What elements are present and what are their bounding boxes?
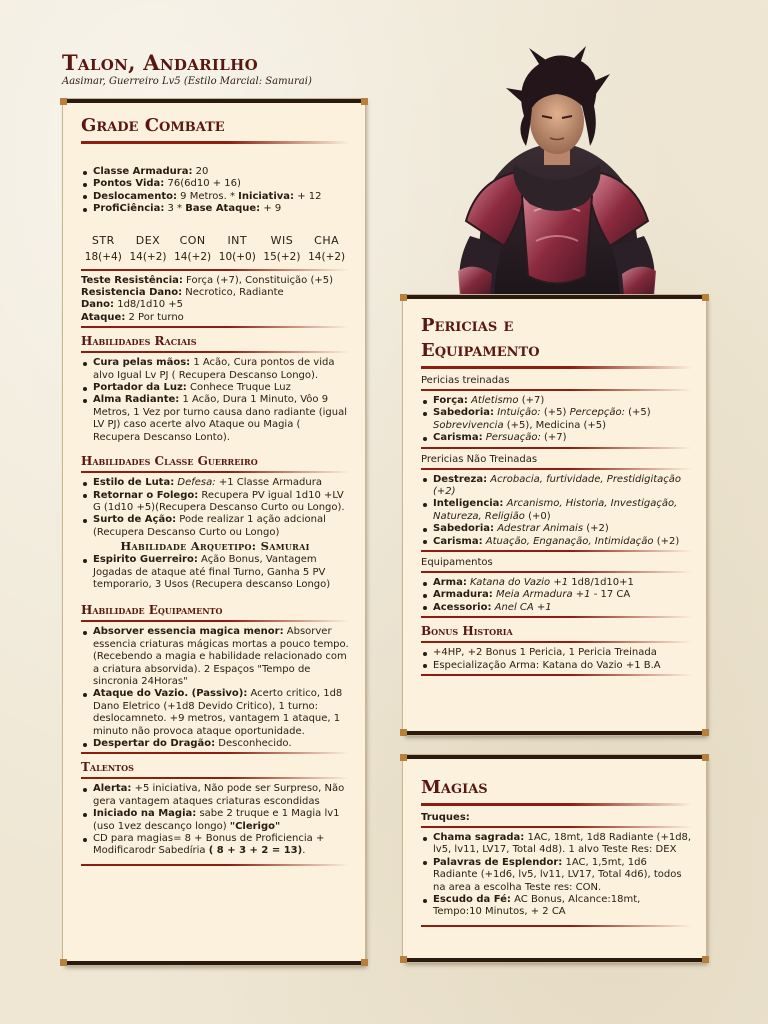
list-item: Despertar do Dragão: Desconhecido.: [81, 738, 349, 750]
list-item: Absorver essencia magica menor: Absorver essencia criaturas mágicas mortas a pouco tempo. (Recebendo a magia e habilidade relacionado com a criatura absorvida). 2 Espaços "Tempo de sincronia 24Horas": [81, 626, 349, 688]
divider: [421, 674, 692, 676]
list-item: Surto de Ação: Pode realizar 1 ação adcional (Recupera Descanso Curto ou Longo): [81, 514, 349, 539]
list-item: Pontos Vida: 76(6d10 + 16): [81, 178, 349, 190]
stat-value: 10(+0): [218, 250, 256, 263]
divider: [421, 641, 692, 643]
skills-title: Pericias e Equipamento: [421, 315, 540, 361]
stat-name: CHA: [314, 233, 340, 247]
list-item: Iniciado na Magia: sabe 2 truque e 1 Magia lv1 (uso 1vez descanço longo) "Clerigo": [81, 808, 349, 833]
list-item: Retornar o Folego: Recupera PV igual 1d10 +LV G (1d10 +5)(Recupera Descanso Curto ou Longo).: [81, 490, 349, 515]
list-item: Carisma: Atuação, Enganação, Intimidação (+2): [421, 536, 692, 548]
feats-list: [81, 783, 349, 857]
list-item: Alerta: +5 iniciativa, Não pode ser Surpreso, Não gera vantagem ataques criaturas escondidas: [81, 783, 349, 808]
magic-panel: [403, 755, 706, 962]
list-item: Escudo da Fé: AC Bonus, Alcance:18mt, Tempo:10 Minutos, + 2 CA: [421, 894, 692, 919]
class-title: Habilidades Classe Guerreiro: [81, 454, 258, 469]
untrained-label: Prericias Não Treinadas: [421, 453, 538, 465]
character-subtitle: Aasimar, Guerreiro Lv5 (Estilo Marcial: Samurai): [62, 76, 312, 87]
divider: [81, 326, 349, 328]
divider: [81, 777, 349, 779]
trained-label: Pericias treinadas: [421, 375, 510, 386]
list-item: Classe Armadura: 20: [81, 166, 349, 178]
list-item: CD para magias= 8 + Bonus de Proficiencia + Modificarodr Sabedíria ( 8 + 3 + 2 = 13).: [81, 833, 349, 858]
history-title: Bonus Historia: [421, 624, 513, 639]
list-item: Arma: Katana do Vazio +1 1d8/1d10+1: [421, 577, 692, 589]
divider: [421, 468, 692, 470]
divider: [81, 141, 349, 144]
divider: [421, 389, 692, 391]
divider: [421, 826, 692, 828]
list-item: Palavras de Esplendor: 1AC, 1,5mt, 1d6 Radiante (+1d6, lv5, lv11, LV17, Total 4d6), todos na area a escolha Teste res: CON.: [421, 857, 692, 894]
list-item: Espirito Guerreiro: Ação Bonus, Vantagem Jogadas de ataque até final Turno, Ganha 5 PV temporario, 3 Usos (Recupera descanso Longo): [81, 554, 349, 591]
ability-scores: [81, 234, 349, 263]
list-item: Cura pelas mãos: 1 Acão, Cura pontos de vida alvo Igual Lv PJ ( Recupera Descanso Longo).: [81, 357, 349, 382]
class-list: [81, 477, 349, 539]
combat-title: Grade Combate: [81, 115, 225, 136]
stat-value: 14(+2): [174, 250, 212, 263]
divider: [421, 571, 692, 573]
stat-name: WIS: [270, 233, 294, 247]
stat-value: 18(+4): [84, 250, 122, 263]
archetype-title: Habilidade Arquetipo: Samurai: [120, 539, 310, 554]
stat-value: 14(+2): [308, 250, 346, 263]
stat-name: STR: [91, 233, 115, 247]
racial-list: [81, 357, 349, 444]
character-name: Talon, Andarilho: [62, 50, 258, 75]
list-item: Inteligencia: Arcanismo, Historia, Investigação, Natureza, Religião (+0): [421, 498, 692, 523]
combat-panel: [63, 99, 365, 965]
history-list: [421, 647, 692, 672]
divider: [81, 620, 349, 622]
divider: [81, 269, 349, 271]
list-item: Destreza: Acrobacia, furtividade, Prestidigitação (+2): [421, 474, 692, 499]
list-item: Sabedoria: Intuição: (+5) Percepção: (+5) Sobrevivencia (+5), Medicina (+5): [421, 407, 692, 432]
stat-value: 15(+2): [263, 250, 301, 263]
list-item: +4HP, +2 Bonus 1 Pericia, 1 Pericia Treinada: [421, 647, 692, 659]
list-item: Alma Radiante: 1 Acão, Dura 1 Minuto, Vôo 9 Metros, 1 Vez por turno causa dano radiante (igual LV PJ) caso acerte alvo Ataque ou Magia ( Recupera Descanso Lonto).: [81, 394, 349, 444]
equipment-list: [421, 577, 692, 614]
defense-block: Teste Resistência: Força (+7), Constituição (+5) Resistencia Dano: Necrotico, Radiante Dano: 1d8/1d10 +5 Ataque: 2 Por turno: [81, 274, 334, 323]
magic-title: Magias: [421, 777, 488, 798]
character-portrait: [444, 46, 670, 296]
divider: [421, 925, 692, 927]
list-item: Deslocamento: 9 Metros. * Iniciativa: + 12: [81, 191, 349, 203]
skills-panel: [403, 295, 706, 735]
divider: [81, 471, 349, 473]
divider: [421, 803, 692, 806]
list-item: Especialização Arma: Katana do Vazio +1 B.A: [421, 660, 692, 672]
equip-list: [81, 626, 349, 750]
cantrips-list: [421, 832, 692, 919]
divider: [81, 864, 349, 866]
divider: [421, 616, 692, 618]
divider: [81, 351, 349, 353]
list-item: Força: Atletismo (+7): [421, 395, 692, 407]
cantrips-label: Truques:: [421, 812, 470, 823]
list-item: Estilo de Luta: Defesa: +1 Classe Armadura: [81, 477, 349, 489]
divider: [421, 447, 692, 449]
stat-value: 14(+2): [129, 250, 167, 263]
feats-title: Talentos: [81, 760, 134, 775]
combat-basics-list: [81, 166, 349, 216]
racial-title: Habilidades Raciais: [81, 334, 197, 349]
character-header: [62, 50, 312, 87]
untrained-list: [421, 474, 692, 548]
list-item: Chama sagrada: 1AC, 18mt, 1d8 Radiante (+1d8, lv5, lv11, LV17, Total 4d8). 1 alvo Teste Res: DEX: [421, 832, 692, 857]
archetype-list: [81, 554, 349, 591]
equipment-label: Equipamentos: [421, 557, 493, 569]
list-item: ProfiCiência: 3 * Base Ataque: + 9: [81, 203, 349, 215]
trained-list: [421, 395, 692, 445]
stat-name: INT: [227, 233, 248, 247]
list-item: Ataque do Vazio. (Passivo): Acerto critico, 1d8 Dano Eletrico (+1d8 Devido Critico), 1 turno: deslocamneto. +9 metros, vantagem 1 ataque, 1 minuto não provoca ataque oportunidade.: [81, 688, 349, 738]
divider: [421, 550, 692, 552]
list-item: Sabedoria: Adestrar Animais (+2): [421, 523, 692, 535]
divider: [81, 752, 349, 754]
stat-name: DEX: [135, 233, 161, 247]
stat-name: CON: [179, 233, 206, 247]
list-item: Carisma: Persuação: (+7): [421, 432, 692, 444]
list-item: Portador da Luz: Conhece Truque Luz: [81, 382, 349, 394]
equip-title: Habilidade Equipamento: [81, 603, 223, 618]
list-item: Acessorio: Anel CA +1: [421, 602, 692, 614]
list-item: Armadura: Meia Armadura +1 - 17 CA: [421, 589, 692, 601]
divider: [421, 366, 692, 369]
